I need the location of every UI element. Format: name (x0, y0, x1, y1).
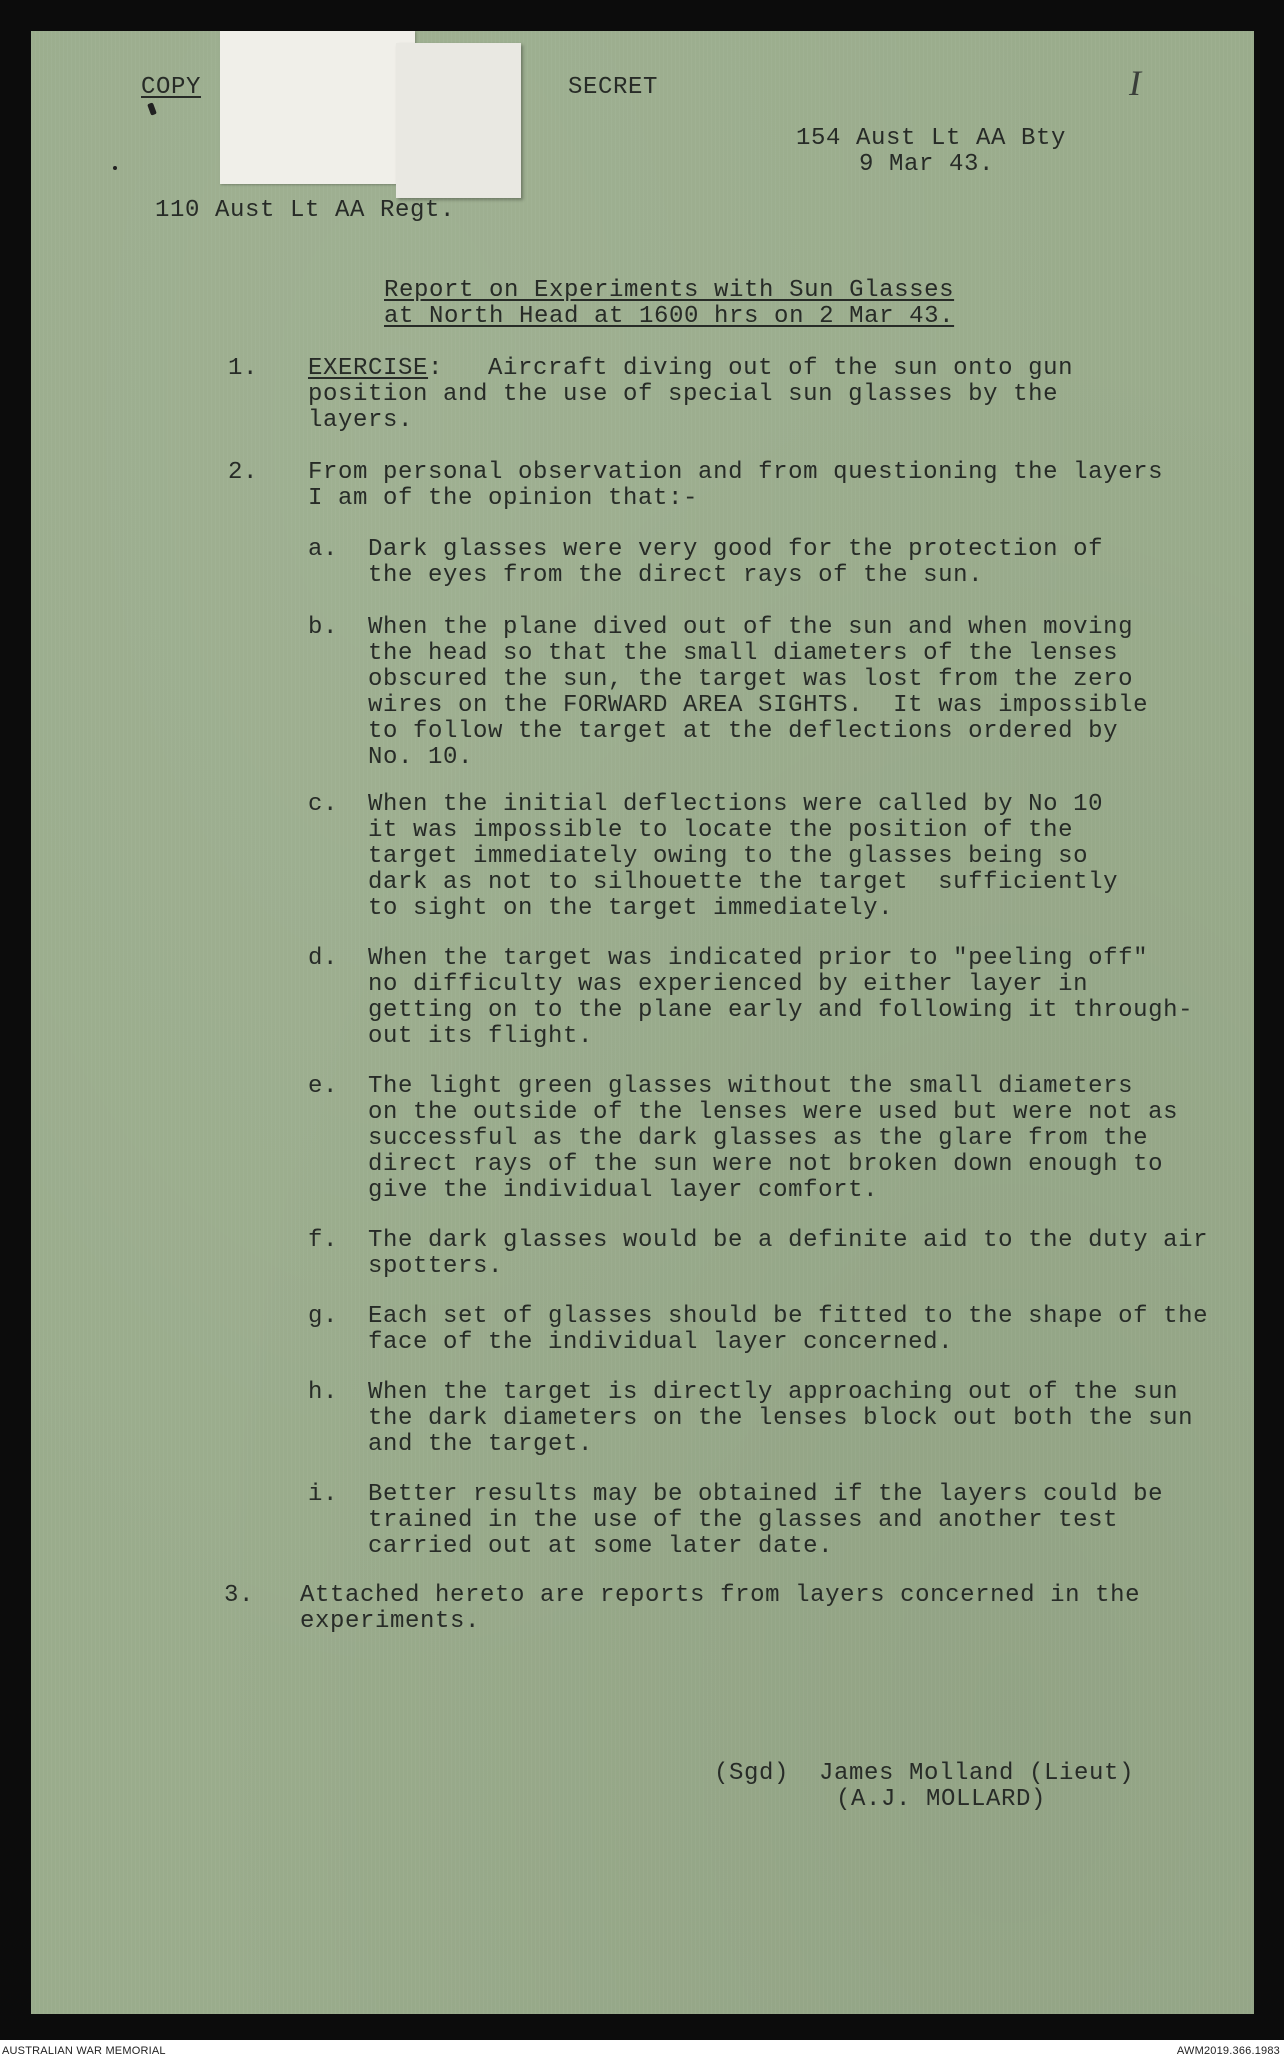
item-line: Each set of glasses should be fitted to the shape of the (368, 1303, 1209, 1330)
paragraph-line: Attached hereto are reports from layers concerned in the (300, 1582, 1141, 1609)
item-letter: g. (308, 1303, 339, 1330)
item-line: Better results may be obtained if the layers could be (368, 1481, 1164, 1508)
item-letter: d. (308, 945, 339, 972)
item-line: No. 10. (368, 744, 474, 771)
item-line: getting on to the plane early and following it through- (368, 997, 1194, 1024)
paragraph-line: I am of the opinion that:- (308, 485, 699, 512)
item-line: give the individual layer comfort. (368, 1177, 879, 1204)
item-line: out its flight. (368, 1023, 594, 1050)
item-line: face of the individual layer concerned. (368, 1329, 954, 1356)
item-line: it was impossible to locate the position of the (368, 817, 1074, 844)
paragraph-number: 2. (228, 459, 259, 486)
item-letter: e. (308, 1073, 339, 1100)
item-line: and the target. (368, 1431, 594, 1458)
paragraph-line: experiments. (300, 1608, 481, 1635)
item-letter: a. (308, 536, 339, 563)
ink-mark (147, 102, 157, 115)
item-line: direct rays of the sun were not broken down enough to (368, 1151, 1164, 1178)
document-page (31, 31, 1254, 2014)
item-line: The dark glasses would be a definite aid to the duty air (368, 1227, 1209, 1254)
item-line: When the target is directly approaching out of the sun (368, 1379, 1179, 1406)
item-line: trained in the use of the glasses and another test (368, 1507, 1119, 1534)
item-line: to follow the target at the deflections ordered by (368, 718, 1119, 745)
item-line: wires on the FORWARD AREA SIGHTS. It was impossible (368, 692, 1149, 719)
item-line: dark as not to silhouette the target sufficiently (368, 869, 1119, 896)
page-number: I (1129, 63, 1142, 103)
copy-label: COPY (141, 74, 202, 101)
item-line: no difficulty was experienced by either layer in (368, 971, 1089, 998)
item-line: the head so that the small diameters of the lenses (368, 640, 1119, 667)
ink-mark (113, 166, 117, 170)
item-line: When the plane dived out of the sun and when moving (368, 614, 1134, 641)
item-line: spotters. (368, 1253, 504, 1280)
item-line: on the outside of the lenses were used but were not as (368, 1099, 1179, 1126)
report-title-line-1: Report on Experiments with Sun Glasses (384, 277, 955, 304)
item-line: successful as the dark glasses as the glare from the (368, 1125, 1149, 1152)
item-letter: i. (308, 1481, 339, 1508)
item-line: obscured the sun, the target was lost from the zero (368, 666, 1134, 693)
item-line: the eyes from the direct rays of the sun. (368, 562, 984, 589)
paragraph-line: position and the use of special sun glasses by the (308, 381, 1059, 408)
item-line: to sight on the target immediately. (368, 895, 894, 922)
item-letter: b. (308, 614, 339, 641)
to-unit: 110 Aust Lt AA Regt. (155, 197, 456, 224)
paragraph-line: layers. (308, 407, 414, 434)
item-line: carried out at some later date. (368, 1533, 834, 1560)
from-unit: 154 Aust Lt AA Bty (796, 125, 1067, 152)
report-title-line-2: at North Head at 1600 hrs on 2 Mar 43. (384, 303, 955, 330)
exercise-heading: EXERCISE (308, 355, 429, 382)
memo-date: 9 Mar 43. (859, 151, 995, 178)
item-line: Dark glasses were very good for the protection of (368, 536, 1104, 563)
item-letter: c. (308, 791, 339, 818)
signature-name: (A.J. MOLLARD) (836, 1786, 1047, 1813)
item-line: target immediately owing to the glasses being so (368, 843, 1089, 870)
footer-accession-number: AWM2019.366.1983 (1176, 2045, 1280, 2057)
paragraph-line: : Aircraft diving out of the sun onto gun (428, 355, 1074, 382)
footer-credit: AUSTRALIAN WAR MEMORIAL (2, 2045, 166, 2057)
signature-line: (Sgd) James Molland (Lieut) (714, 1760, 1135, 1787)
paragraph-1 (308, 356, 1073, 382)
item-letter: f. (308, 1227, 339, 1254)
pasted-paper-slip (220, 31, 415, 184)
paragraph-number: 1. (228, 355, 259, 382)
item-letter: h. (308, 1379, 339, 1406)
pasted-paper-slip (396, 43, 521, 198)
item-line: The light green glasses without the small diameters (368, 1073, 1134, 1100)
classification-label: SECRET (568, 74, 659, 101)
paragraph-number: 3. (224, 1582, 255, 1609)
item-line: When the target was indicated prior to "peeling off" (368, 945, 1149, 972)
item-line: When the initial deflections were called by No 10 (368, 791, 1104, 818)
paragraph-line: From personal observation and from questioning the layers (308, 459, 1164, 486)
item-line: the dark diameters on the lenses block out both the sun (368, 1405, 1194, 1432)
